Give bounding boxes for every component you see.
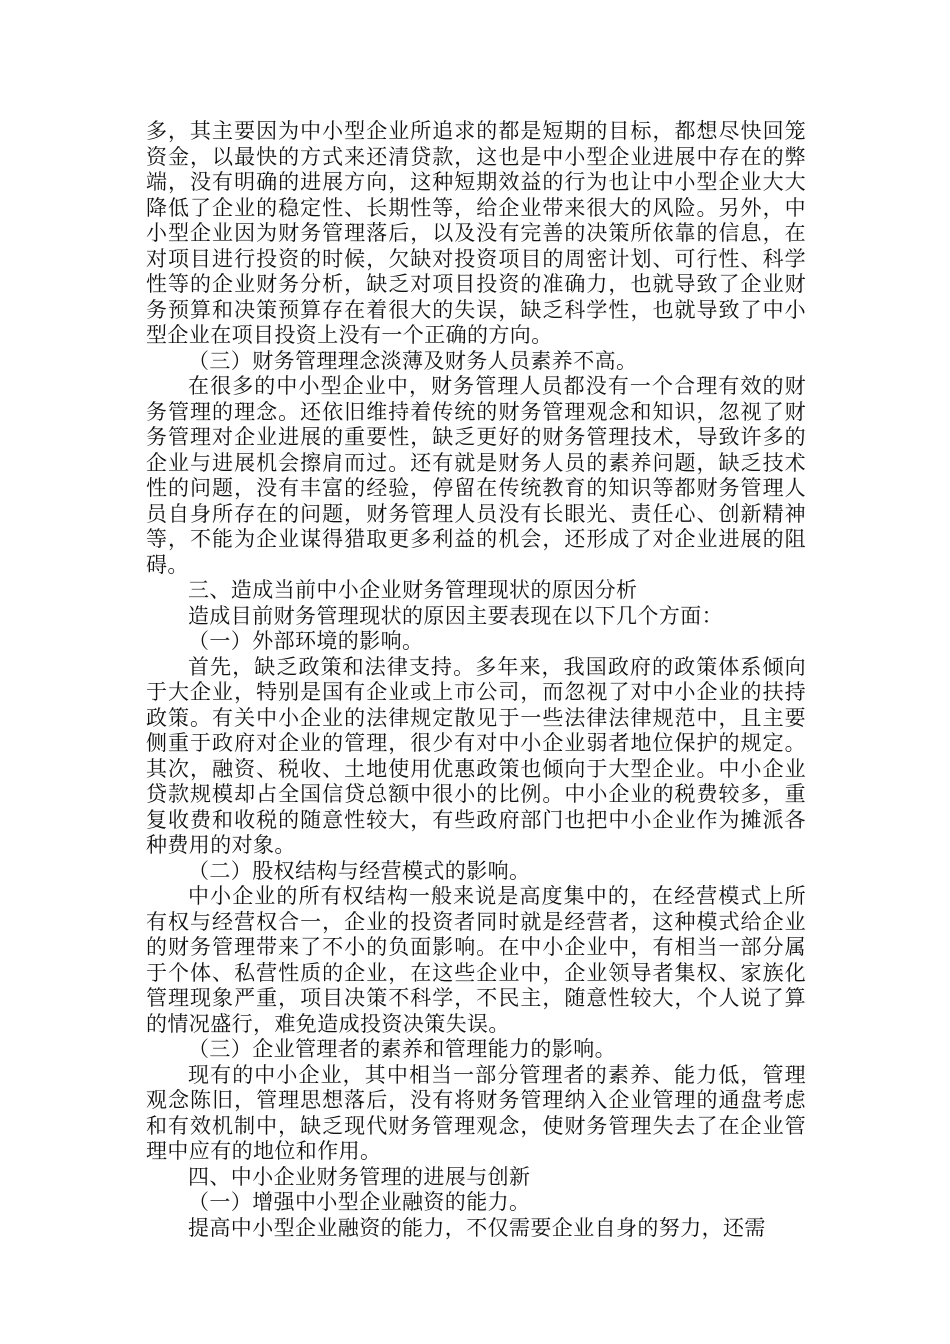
body-paragraph: 造成目前财务管理现状的原因主要表现在以下几个方面： xyxy=(188,603,723,628)
document-body xyxy=(146,119,806,1241)
section-heading: （一）增强中小型企业融资的能力。 xyxy=(188,1190,531,1214)
section-heading: （三）财务管理理念淡薄及财务人员素养不高。 xyxy=(188,348,638,373)
section-heading: 四、中小企业财务管理的进展与创新 xyxy=(188,1164,531,1189)
section-heading: （二）股权结构与经营模式的影响。 xyxy=(188,858,531,883)
section-heading: 三、造成当前中小企业财务管理现状的原因分析 xyxy=(188,578,638,602)
body-paragraph: 多，其主要因为中小型企业所追求的都是短期的目标，都想尽快回笼资金，以最快的方式来还清贷款，这也是中小型企业进展中存在的弊端，没有明确的进展方向，这种短期效益的行为也让中小型企业大大降低了企业的稳定性、长期性等，给企业带来很大的风险。另外，中小型企业因为财务管理落后，以及没有完善的决策所依靠的信息，在对项目进行投资的时候，欠缺对投资项目的周密计划、可行性、科学性等的企业财务分析，缺乏对项目投资的准确力，也就导致了企业财务预算和决策预算存在着很大的失误，缺乏科学性，也就导致了中小型企业在项目投资上没有一个正确的方向。 xyxy=(146,119,806,347)
body-paragraph: 现有的中小企业，其中相当一部分管理者的素养、能力低，管理观念陈旧，管理思想落后，没有将财务管理纳入企业管理的通盘考虑和有效机制中，缺乏现代财务管理观念，使财务管理失去了在企业管理中应有的地位和作用。 xyxy=(146,1062,806,1163)
body-paragraph: 中小企业的所有权结构一般来说是高度集中的，在经营模式上所有权与经营权合一，企业的投资者同时就是经营者，这种模式给企业的财务管理带来了不小的负面影响。在中小企业中，有相当一部分属于个体、私营性质的企业，在这些企业中，企业领导者集权、家族化管理现象严重，项目决策不科学，不民主，随意性较大，个人说了算的情况盛行，难免造成投资决策失误。 xyxy=(146,884,806,1036)
body-paragraph: 首先，缺乏政策和法律支持。多年来，我国政府的政策体系倾向于大企业，特别是国有企业或上市公司，而忽视了对中小企业的扶持政策。有关中小企业的法律规定散见于一些法律法律规范中，且主要侧重于政府对企业的管理，很少有对中小企业弱者地位保护的规定。其次，融资、税收、土地使用优惠政策也倾向于大型企业。中小企业贷款规模却占全国信贷总额中很小的比例。中小企业的税费较多，重复收费和收税的随意性较大，有些政府部门也把中小企业作为摊派各种费用的对象。 xyxy=(146,654,806,857)
section-heading: （一）外部环境的影响。 xyxy=(188,629,424,653)
body-paragraph: 在很多的中小型企业中，财务管理人员都没有一个合理有效的财务管理的理念。还依旧维持着传统的财务管理观念和知识，忽视了财务管理对企业进展的重要性，缺乏更好的财务管理技术，导致许多的企业与进展机会擦肩而过。还有就是财务人员的素养问题，缺乏技术性的问题，没有丰富的经验，停留在传统教育的知识等都财务管理人员自身所存在的问题，财务管理人员没有长眼光、责任心、创新精神等，不能为企业谋得猎取更多利益的机会，还形成了对企业进展的阻碍。 xyxy=(146,374,806,577)
body-paragraph: 提高中小型企业融资的能力，不仅需要企业自身的努力，还需 xyxy=(188,1215,766,1240)
section-heading: （三）企业管理者的素养和管理能力的影响。 xyxy=(188,1037,616,1061)
